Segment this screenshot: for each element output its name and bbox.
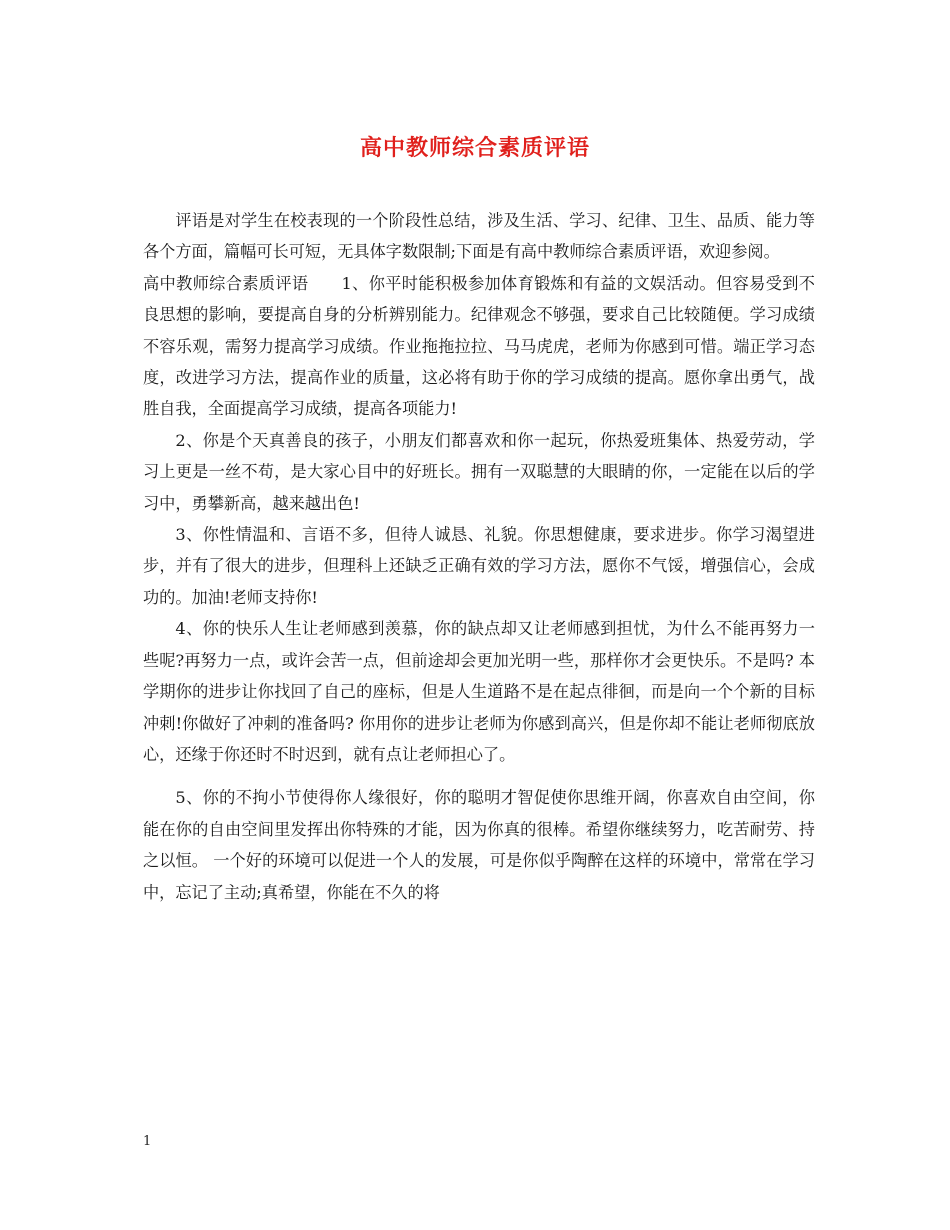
comment-paragraph-5: 5、你的不拘小节使得你人缘很好，你的聪明才智促使你思维开阔，你喜欢自由空间，你能在你的自由空间里发挥出你特殊的才能，因为你真的很棒。希望你继续努力，吃苦耐劳、持之以恒。 一个好的环境可以促进一个人的发展，可是你似乎陶醉在这样的环境中，常常在学习中，忘记了主动;真希望，你能在不久的将 [143, 788, 815, 902]
comment-paragraph-2: 2、你是个天真善良的孩子，小朋友们都喜欢和你一起玩，你热爱班集体、热爱劳动，学习上更是一丝不苟，是大家心目中的好班长。拥有一双聪慧的大眼睛的你，一定能在以后的学习中，勇攀新高，越来越出色! [143, 430, 815, 513]
comment-paragraph-4: 4、你的快乐人生让老师感到羡慕，你的缺点却又让老师感到担忧，为什么不能再努力一些呢?再努力一点，或许会苦一点，但前途却会更加光明一些，那样你才会更快乐。不是吗? 本学期你的进步让你找回了自己的座标，但是人生道路不是在起点徘徊，而是向一个个新的目标冲刺!你做好了冲刺的准备吗? 你用你的进步让老师为你感到高兴，但是你却不能让老师彻底放心，还缘于你还时不时迟到，就有点让老师担心了。 [143, 619, 815, 764]
comment-paragraph-1: 高中教师综合素质评语 1、你平时能积极参加体育锻炼和有益的文娱活动。但容易受到不良思想的影响，要提高自身的分析辨别能力。纪律观念不够强，要求自己比较随便。学习成绩不容乐观，需努力提高学习成绩。作业拖拖拉拉、马马虎虎，老师为你感到可惜。端正学习态度，改进学习方法，提高作业的质量，这必将有助于你的学习成绩的提高。愿你拿出勇气，战胜自我，全面提高学习成绩，提高各项能力! [143, 273, 815, 419]
document-title: 高中教师综合素质评语 [359, 135, 590, 161]
comment-paragraph-3: 3、你性情温和、言语不多，但待人诚恳、礼貌。你思想健康，要求进步。你学习渴望进步，并有了很大的进步，但理科上还缺乏正确有效的学习方法，愿你不气馁，增强信心，会成功的。加油!老师支持你! [143, 525, 815, 607]
document-body [143, 205, 815, 908]
page-number: 1 [143, 1134, 152, 1149]
intro-paragraph: 评语是对学生在校表现的一个阶段性总结，涉及生活、学习、纪律、卫生、品质、能力等各个方面，篇幅可长可短，无具体字数限制;下面是有高中教师综合素质评语，欢迎参阅。 [143, 211, 815, 262]
